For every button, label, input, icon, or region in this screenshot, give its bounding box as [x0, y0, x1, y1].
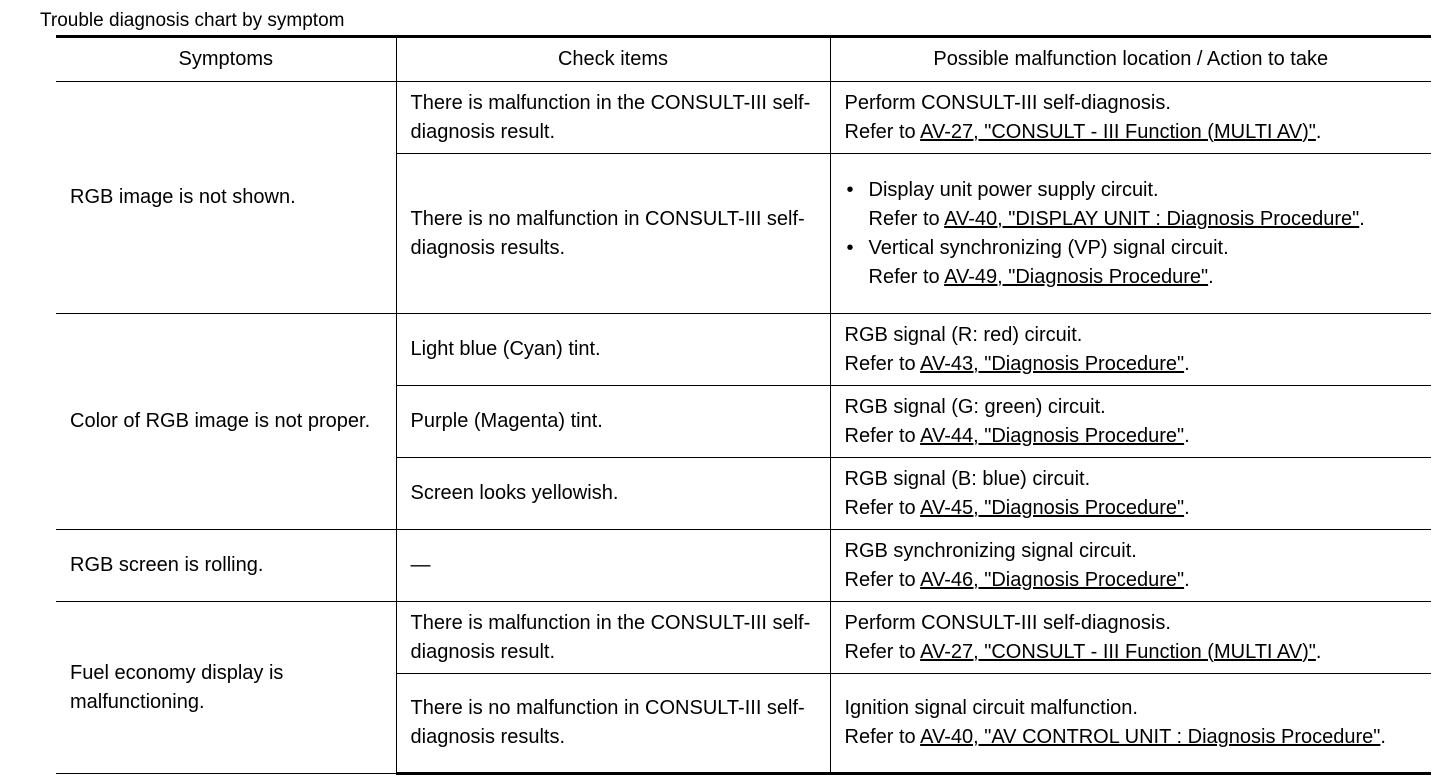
- reference-link[interactable]: AV-44, "Diagnosis Procedure": [920, 424, 1185, 447]
- action-text: RGB signal (R: red) circuit.: [844, 323, 1083, 346]
- reference-link[interactable]: AV-46, "Diagnosis Procedure": [920, 568, 1185, 591]
- header-symptoms: Symptoms: [56, 37, 396, 82]
- reference-line: [845, 723, 1418, 752]
- action-text: Ignition signal circuit malfunction.: [844, 697, 1138, 719]
- action-text: Vertical synchronizing (VP) signal circuit.: [868, 236, 1229, 259]
- reference-line: [869, 205, 1418, 234]
- refer-prefix: Refer to: [844, 424, 916, 447]
- refer-prefix: Refer to: [844, 352, 916, 375]
- reference-line: [869, 263, 1418, 292]
- reference-link[interactable]: AV-27, "CONSULT - III Function (MULTI AV)": [920, 120, 1316, 143]
- reference-line: [845, 350, 1418, 379]
- action-cell: [830, 314, 1431, 386]
- refer-prefix: Refer to: [868, 207, 940, 230]
- action-cell: [830, 602, 1431, 674]
- reference-link[interactable]: AV-40, "DISPLAY UNIT : Diagnosis Procedure": [944, 207, 1360, 230]
- table-row: [56, 314, 1431, 386]
- reference-line: [845, 422, 1418, 451]
- table-row: [56, 82, 1431, 154]
- list-item: [845, 234, 1418, 292]
- refer-prefix: Refer to: [844, 120, 916, 143]
- action-text: RGB synchronizing signal circuit.: [844, 539, 1137, 562]
- refer-suffix: .: [1184, 496, 1190, 519]
- action-text: Perform CONSULT-III self-diagnosis.: [844, 611, 1171, 634]
- refer-prefix: Refer to: [844, 568, 916, 591]
- trouble-diagnosis-table: [56, 35, 1431, 775]
- reference-link[interactable]: AV-49, "Diagnosis Procedure": [944, 265, 1209, 288]
- symptom-cell: Color of RGB image is not proper.: [56, 314, 396, 530]
- action-text: Display unit power supply circuit.: [868, 178, 1159, 201]
- reference-link[interactable]: AV-45, "Diagnosis Procedure": [920, 496, 1185, 519]
- refer-suffix: .: [1380, 726, 1386, 748]
- action-bullet-list: [845, 176, 1418, 292]
- table-row: [56, 602, 1431, 674]
- symptom-cell: RGB image is not shown.: [56, 82, 396, 314]
- action-cell: [830, 530, 1431, 602]
- check-item-cell: There is malfunction in the CONSULT-III self-diagnosis result.: [396, 82, 830, 154]
- symptom-cell: Fuel economy display is malfunctioning.: [56, 602, 396, 774]
- refer-suffix: .: [1315, 120, 1322, 143]
- reference-link[interactable]: AV-40, "AV CONTROL UNIT : Diagnosis Procedure": [920, 726, 1381, 748]
- reference-line: [845, 638, 1418, 667]
- reference-line: [845, 118, 1418, 147]
- action-text: Perform CONSULT-III self-diagnosis.: [844, 91, 1171, 114]
- list-item: [845, 176, 1418, 234]
- chart-caption: Trouble diagnosis chart by symptom: [40, 10, 345, 31]
- refer-prefix: Refer to: [868, 265, 940, 288]
- check-item-cell: Screen looks yellowish.: [396, 458, 830, 530]
- refer-suffix: .: [1359, 207, 1365, 230]
- refer-suffix: .: [1208, 265, 1214, 288]
- action-cell: [830, 154, 1431, 314]
- check-item-cell: There is no malfunction in CONSULT-III self-diagnosis results.: [396, 674, 830, 774]
- action-text: RGB signal (G: green) circuit.: [844, 395, 1106, 418]
- check-item-cell: There is malfunction in the CONSULT-III self-diagnosis result.: [396, 602, 830, 674]
- action-cell: [830, 458, 1431, 530]
- reference-line: [845, 494, 1418, 523]
- header-check-items: Check items: [396, 37, 830, 82]
- action-cell: [830, 386, 1431, 458]
- bullet-icon: •: [846, 178, 854, 201]
- check-item-cell: Light blue (Cyan) tint.: [396, 314, 830, 386]
- reference-link[interactable]: AV-27, "CONSULT - III Function (MULTI AV)": [920, 640, 1316, 663]
- reference-line: [845, 566, 1418, 595]
- header-action: Possible malfunction location / Action to take: [830, 37, 1431, 82]
- reference-link[interactable]: AV-43, "Diagnosis Procedure": [920, 352, 1185, 375]
- check-item-cell: Purple (Magenta) tint.: [396, 386, 830, 458]
- bullet-icon: •: [846, 236, 854, 259]
- header-row: [56, 37, 1431, 82]
- refer-suffix: .: [1184, 568, 1190, 591]
- symptom-cell: RGB screen is rolling.: [56, 530, 396, 602]
- refer-suffix: .: [1184, 352, 1190, 375]
- refer-suffix: .: [1315, 640, 1322, 663]
- check-item-cell: There is no malfunction in CONSULT-III self-diagnosis results.: [396, 154, 830, 314]
- refer-prefix: Refer to: [844, 496, 916, 519]
- check-item-cell: —: [396, 530, 830, 602]
- action-cell: [830, 674, 1431, 774]
- table-row: [56, 530, 1431, 602]
- action-text: RGB signal (B: blue) circuit.: [844, 467, 1091, 490]
- refer-prefix: Refer to: [844, 640, 916, 663]
- refer-prefix: Refer to: [844, 726, 916, 748]
- action-cell: [830, 82, 1431, 154]
- refer-suffix: .: [1184, 424, 1190, 447]
